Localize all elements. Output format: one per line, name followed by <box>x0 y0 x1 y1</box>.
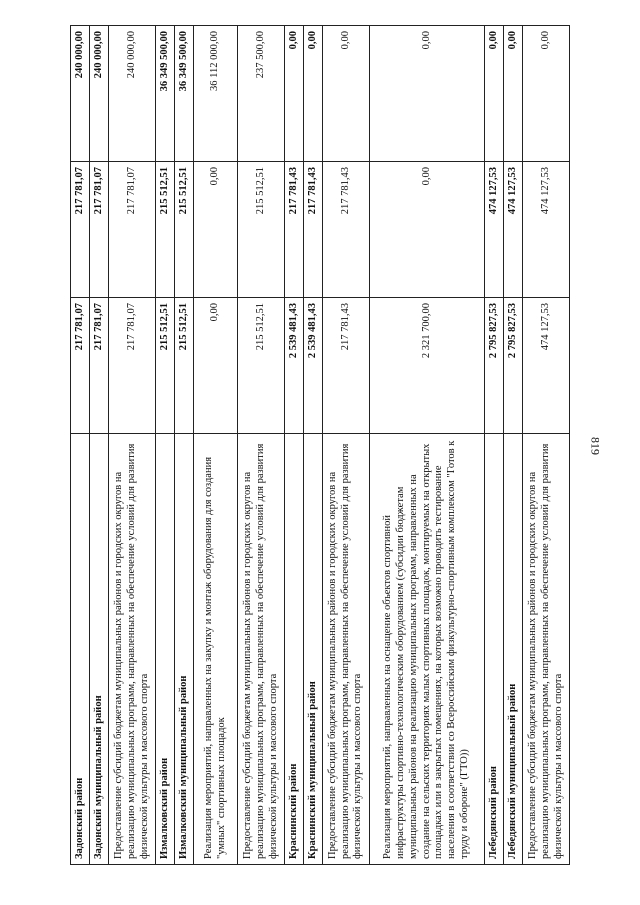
district-row <box>284 26 303 865</box>
row-value-2-cell: 215 512,51 <box>155 162 174 298</box>
row-name-cell: Краснинский район <box>284 434 303 865</box>
row-name-cell: Предоставление субсидий бюджетам муниципальных районов и городских округов на реализацию муниципальных программ, направленных на обеспечение условий для развития физической культуры и массового спорта <box>238 434 285 865</box>
row-value-2-cell: 215 512,51 <box>175 162 194 298</box>
row-value-2-cell: 217 781,43 <box>323 162 370 298</box>
row-value-2-cell: 217 781,07 <box>90 162 109 298</box>
district-row <box>71 26 90 865</box>
row-name-cell: Лебедянский муниципальный район <box>504 434 523 865</box>
row-name-cell: Задонский муниципальный район <box>90 434 109 865</box>
row-value-3-cell: 0,00 <box>484 26 503 162</box>
district-row <box>484 26 503 865</box>
municipal-row <box>90 26 109 865</box>
item-row <box>523 26 570 865</box>
budget-table <box>70 25 570 865</box>
row-value-3-cell: 0,00 <box>504 26 523 162</box>
municipal-row <box>175 26 194 865</box>
item-row <box>369 26 484 865</box>
row-name-cell: Краснинский муниципальный район <box>304 434 323 865</box>
row-value-1-cell: 217 781,43 <box>323 298 370 434</box>
item-row <box>194 26 238 865</box>
row-name-cell: Лебедянский район <box>484 434 503 865</box>
rotated-table-area <box>70 31 570 865</box>
table-container <box>70 31 570 865</box>
row-value-2-cell: 217 781,43 <box>284 162 303 298</box>
row-value-2-cell: 474 127,53 <box>523 162 570 298</box>
row-value-1-cell: 2 539 481,43 <box>284 298 303 434</box>
municipal-row <box>504 26 523 865</box>
row-value-3-cell: 0,00 <box>369 26 484 162</box>
item-row <box>238 26 285 865</box>
item-row <box>109 26 156 865</box>
row-name-cell: Реализация мероприятий, направленных на закупку и монтаж оборудования для создания "умных" спортивных площадок <box>194 434 238 865</box>
row-value-2-cell: 474 127,53 <box>504 162 523 298</box>
row-value-2-cell: 217 781,07 <box>71 162 90 298</box>
row-value-1-cell: 215 512,51 <box>238 298 285 434</box>
row-value-3-cell: 240 000,00 <box>109 26 156 162</box>
row-value-2-cell: 0,00 <box>369 162 484 298</box>
row-value-3-cell: 0,00 <box>304 26 323 162</box>
row-value-1-cell: 2 539 481,43 <box>304 298 323 434</box>
page-number: 819 <box>588 437 603 455</box>
row-value-1-cell: 2 795 827,53 <box>504 298 523 434</box>
row-value-2-cell: 217 781,07 <box>109 162 156 298</box>
row-value-1-cell: 215 512,51 <box>155 298 174 434</box>
row-value-1-cell: 217 781,07 <box>71 298 90 434</box>
municipal-row <box>304 26 323 865</box>
row-value-3-cell: 36 349 500,00 <box>155 26 174 162</box>
row-name-cell: Задонский район <box>71 434 90 865</box>
row-value-1-cell: 0,00 <box>194 298 238 434</box>
row-value-2-cell: 474 127,53 <box>484 162 503 298</box>
row-name-cell: Реализация мероприятий, направленных на оснащение объектов спортивной инфраструктуры спортивно-технологическим оборудованием (субсидии бюджетам муниципальных районов на реализацию муниципальных программ, направленных на создание на сельских территориях малых спортивных площадок, монтируемых на открытых площадках или в закрытых помещениях, на которых возможно проводить тестирование населения в соответствии со Всероссийским физкультурно-спортивным комплексом "Готов к труду и обороне" (ГТО)) <box>369 434 484 865</box>
row-value-3-cell: 0,00 <box>323 26 370 162</box>
row-name-cell: Измалковский муниципальный район <box>175 434 194 865</box>
row-value-3-cell: 237 500,00 <box>238 26 285 162</box>
district-row <box>155 26 174 865</box>
row-name-cell: Предоставление субсидий бюджетам муниципальных районов и городских округов на реализацию муниципальных программ, направленных на обеспечение условий для развития физической культуры и массового спорта <box>109 434 156 865</box>
row-value-3-cell: 0,00 <box>523 26 570 162</box>
row-value-1-cell: 215 512,51 <box>175 298 194 434</box>
budget-table-body <box>71 26 570 865</box>
row-value-3-cell: 36 349 500,00 <box>175 26 194 162</box>
row-name-cell: Измалковский район <box>155 434 174 865</box>
row-value-1-cell: 2 795 827,53 <box>484 298 503 434</box>
row-value-3-cell: 36 112 000,00 <box>194 26 238 162</box>
row-value-1-cell: 2 321 700,00 <box>369 298 484 434</box>
item-row <box>323 26 370 865</box>
row-value-1-cell: 217 781,07 <box>90 298 109 434</box>
row-value-2-cell: 217 781,43 <box>304 162 323 298</box>
row-value-2-cell: 0,00 <box>194 162 238 298</box>
row-value-1-cell: 474 127,53 <box>523 298 570 434</box>
row-value-3-cell: 0,00 <box>284 26 303 162</box>
row-value-2-cell: 215 512,51 <box>238 162 285 298</box>
row-name-cell: Предоставление субсидий бюджетам муниципальных районов и городских округов на реализацию муниципальных программ, направленных на обеспечение условий для развития физической культуры и массового спорта <box>523 434 570 865</box>
row-name-cell: Предоставление субсидий бюджетам муниципальных районов и городских округов на реализацию муниципальных программ, направленных на обеспечение условий для развития физической культуры и массового спорта <box>323 434 370 865</box>
row-value-3-cell: 240 000,00 <box>90 26 109 162</box>
row-value-1-cell: 217 781,07 <box>109 298 156 434</box>
row-value-3-cell: 240 000,00 <box>71 26 90 162</box>
